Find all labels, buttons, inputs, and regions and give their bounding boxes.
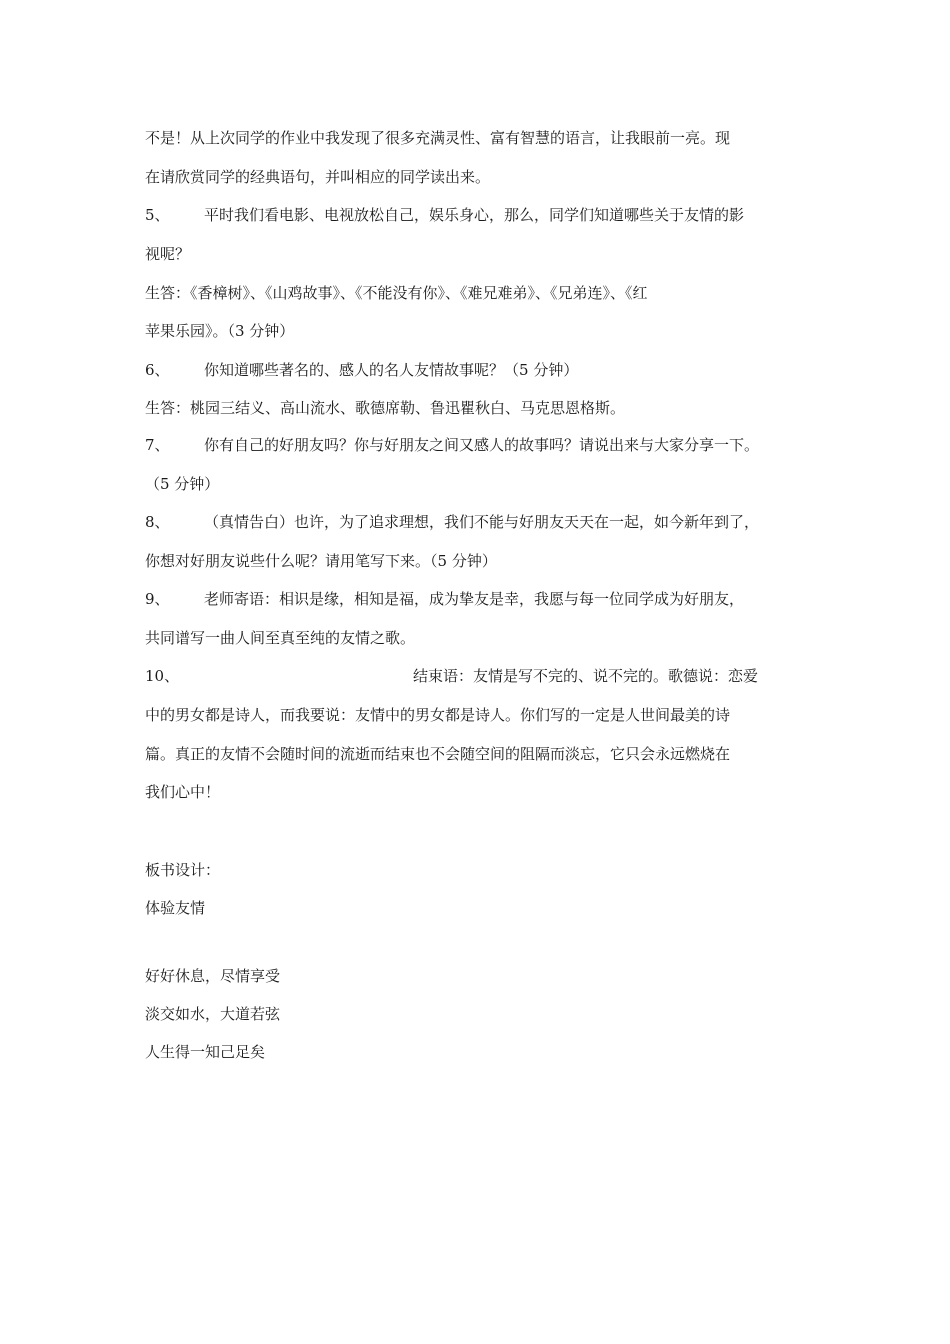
answer-line: 生答：《香樟树》、《山鸡故事》、《不能没有你》、《难兄难弟》、《兄弟连》、《红	[145, 284, 648, 302]
paragraph-line: 在请欣赏同学的经典语句，并叫相应的同学读出来。	[145, 168, 491, 186]
list-number: 9、	[145, 590, 170, 608]
list-item-text: 平时我们看电影、电视放松自己，娱乐身心，那么，同学们知道哪些关于友情的影	[204, 206, 745, 224]
list-item-7	[145, 435, 759, 455]
list-item-8	[145, 512, 759, 532]
paragraph-line: 我们心中！	[145, 783, 221, 801]
paragraph-line: 共同谱写一曲人间至真至纯的友情之歌。	[145, 629, 416, 647]
list-item-10	[145, 666, 758, 686]
paragraph-line: 不是！从上次同学的作业中我发现了很多充满灵性、富有智慧的语言，让我眼前一亮。现	[145, 129, 731, 147]
board-line: 人生得一知己足矣	[145, 1043, 266, 1061]
list-number: 10、	[145, 667, 180, 685]
paragraph-line: 篇。真正的友情不会随时间的流逝而结束也不会随空间的阻隔而淡忘，它只会永远燃烧在	[145, 745, 731, 763]
list-number: 8、	[145, 513, 170, 531]
paragraph-line: 中的男女都是诗人，而我要说：友情中的男女都是诗人。你们写的一定是人世间最美的诗	[145, 706, 731, 724]
list-number: 6、	[145, 361, 170, 379]
list-item-text: 结束语：友情是写不完的、说不完的。歌德说：恋爱	[413, 667, 759, 685]
board-title: 体验友情	[145, 899, 206, 917]
paragraph-line: 视呢？	[145, 245, 191, 263]
list-number: 5、	[145, 206, 170, 224]
list-item-5	[145, 205, 744, 225]
board-line: 好好休息，尽情享受	[145, 967, 281, 985]
answer-line: 苹果乐园》。（3 分钟）	[145, 322, 295, 340]
board-heading: 板书设计：	[145, 861, 221, 879]
list-item-6	[145, 360, 578, 380]
list-item-text: 老师寄语：相识是缘，相知是福，成为挚友是幸，我愿与每一位同学成为好朋友，	[204, 590, 745, 608]
list-item-text: （真情告白）也许，为了追求理想，我们不能与好朋友天天在一起，如今新年到了，	[204, 513, 760, 531]
list-item-9	[145, 589, 744, 609]
list-number: 7、	[145, 436, 170, 454]
paragraph-line: （5 分钟）	[145, 475, 220, 493]
board-line: 淡交如水，大道若弦	[145, 1005, 281, 1023]
answer-line: 生答：桃园三结义、高山流水、歌德席勒、鲁迅瞿秋白、马克思恩格斯。	[145, 399, 626, 417]
paragraph-line: 你想对好朋友说些什么呢？请用笔写下来。（5 分钟）	[145, 552, 497, 570]
list-item-text: 你有自己的好朋友吗？你与好朋友之间又感人的故事吗？请说出来与大家分享一下。	[204, 436, 760, 454]
list-item-text: 你知道哪些著名的、感人的名人友情故事呢？（5 分钟）	[204, 361, 579, 379]
